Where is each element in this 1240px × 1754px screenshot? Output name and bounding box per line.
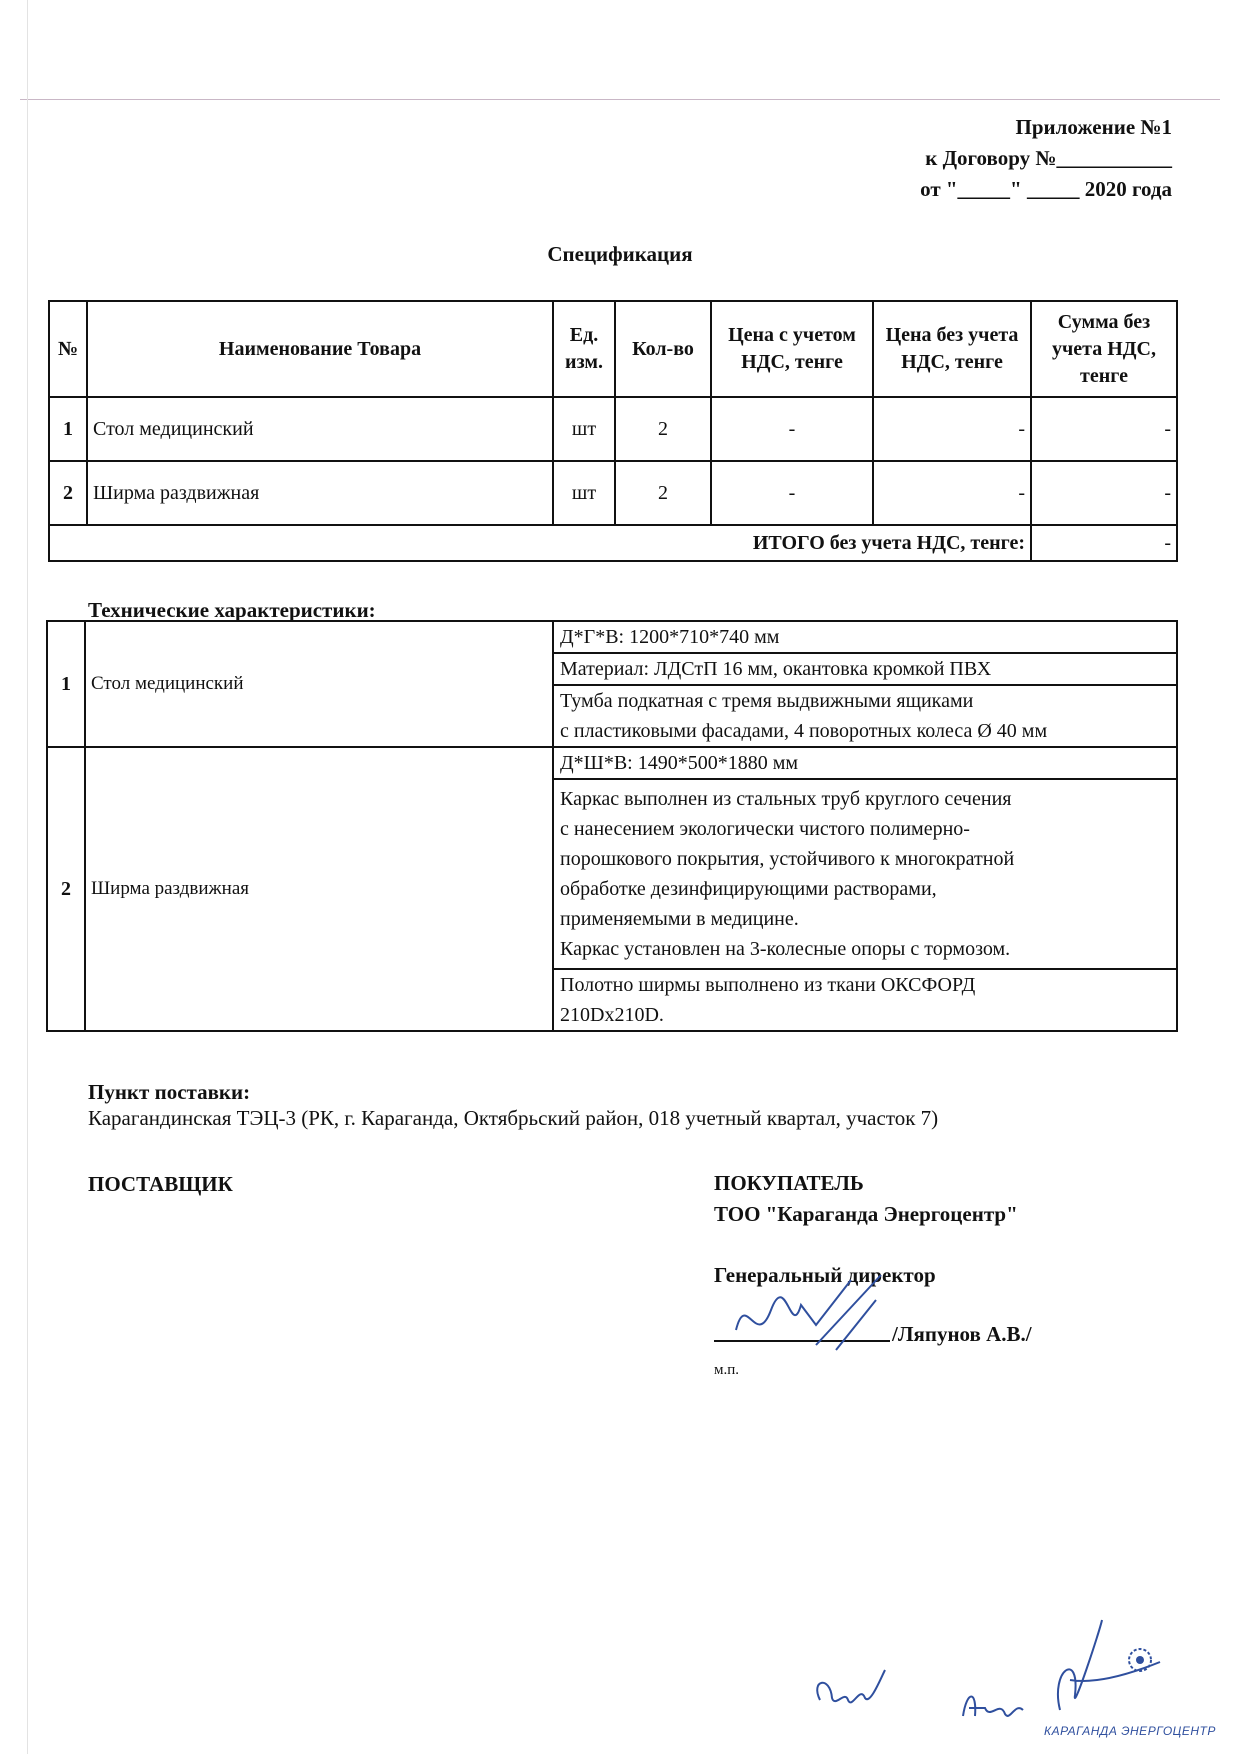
spec-header-row (49, 301, 1177, 397)
delivery-title: Пункт поставки: (88, 1080, 251, 1104)
appendix-header (920, 112, 1172, 205)
row-unit: шт (553, 461, 615, 525)
total-row (49, 525, 1177, 561)
tech-spec-dimensions: Д*Г*В: 1200*710*740 мм (553, 621, 1177, 653)
signer-name: /Ляпунов А.В./ (892, 1322, 1032, 1346)
col-sum-novat: Сумма без учета НДС, тенге (1031, 301, 1177, 397)
tech-title: Технические характеристики: (88, 598, 376, 622)
table-row (49, 397, 1177, 461)
tech-name: Ширма раздвижная (85, 747, 553, 1031)
tech-row (47, 621, 1177, 653)
row-name: Стол медицинский (87, 397, 553, 461)
spec-table (48, 300, 1178, 562)
buyer-org: ТОО "Караганда Энергоцентр" (714, 1202, 1018, 1226)
row-unit: шт (553, 397, 615, 461)
initials-signature-2 (955, 1680, 1035, 1728)
buyer-block (714, 1168, 1018, 1230)
row-qty: 2 (615, 397, 711, 461)
row-num: 2 (49, 461, 87, 525)
row-price-vat: - (711, 461, 873, 525)
row-price-novat: - (873, 397, 1031, 461)
col-price-vat: Цена с учетом НДС, тенге (711, 301, 873, 397)
row-sum-novat: - (1031, 461, 1177, 525)
contract-date: от "_____" _____ 2020 года (920, 177, 1172, 201)
director-title: Генеральный директор (714, 1263, 936, 1287)
col-qty: Кол-во (615, 301, 711, 397)
row-price-novat: - (873, 461, 1031, 525)
initials-signature-1 (810, 1660, 890, 1716)
tech-spec-cabinet: Тумба подкатная с тремя выдвижными ящиками с пластиковыми фасадами, 4 поворотных колеса Ø 40 мм (553, 685, 1177, 747)
tech-spec-material: Материал: ЛДСтП 16 мм, окантовка кромкой ПВХ (553, 653, 1177, 685)
col-num: № (49, 301, 87, 397)
col-name: Наименование Товара (87, 301, 553, 397)
row-sum-novat: - (1031, 397, 1177, 461)
total-value: - (1031, 525, 1177, 561)
appendix-title: Приложение №1 (1015, 115, 1172, 139)
col-price-novat: Цена без учета НДС, тенге (873, 301, 1031, 397)
director-signature (716, 1270, 886, 1360)
contract-number: к Договору №___________ (925, 146, 1172, 170)
row-num: 1 (49, 397, 87, 461)
tech-table (46, 620, 1178, 1032)
tech-row (47, 747, 1177, 779)
col-unit: Ед. изм. (553, 301, 615, 397)
stamp-place: м.п. (714, 1362, 740, 1378)
delivery-address: Карагандинская ТЭЦ-3 (РК, г. Караганда, Октябрьский район, 018 учетный квартал, участок 7) (88, 1106, 939, 1130)
table-row (49, 461, 1177, 525)
row-name: Ширма раздвижная (87, 461, 553, 525)
company-logo-text: КАРАГАНДА ЭНЕРГОЦЕНТР (1044, 1724, 1216, 1738)
scan-border-line (20, 99, 1220, 100)
tech-spec-fabric: Полотно ширмы выполнено из ткани ОКСФОРД 210Dх210D. (553, 969, 1177, 1031)
row-qty: 2 (615, 461, 711, 525)
row-price-vat: - (711, 397, 873, 461)
buyer-label: ПОКУПАТЕЛЬ (714, 1171, 864, 1195)
tech-spec-dimensions: Д*Ш*В: 1490*500*1880 мм (553, 747, 1177, 779)
spec-title: Спецификация (547, 242, 693, 266)
supplier-label: ПОСТАВЩИК (88, 1172, 233, 1196)
total-label: ИТОГО без учета НДС, тенге: (49, 525, 1031, 561)
tech-name: Стол медицинский (85, 621, 553, 747)
tech-num: 1 (47, 621, 85, 747)
company-logo (1040, 1610, 1200, 1720)
tech-num: 2 (47, 747, 85, 1031)
tech-spec-frame: Каркас выполнен из стальных труб круглого сечения с нанесением экологически чистого полимерно- порошкового покрытия, устойчивого к многократной обработке дезинфицирующими растворами, применяемыми в медицине. Каркас установлен на 3-колесные опоры с тормозом. (553, 779, 1177, 969)
